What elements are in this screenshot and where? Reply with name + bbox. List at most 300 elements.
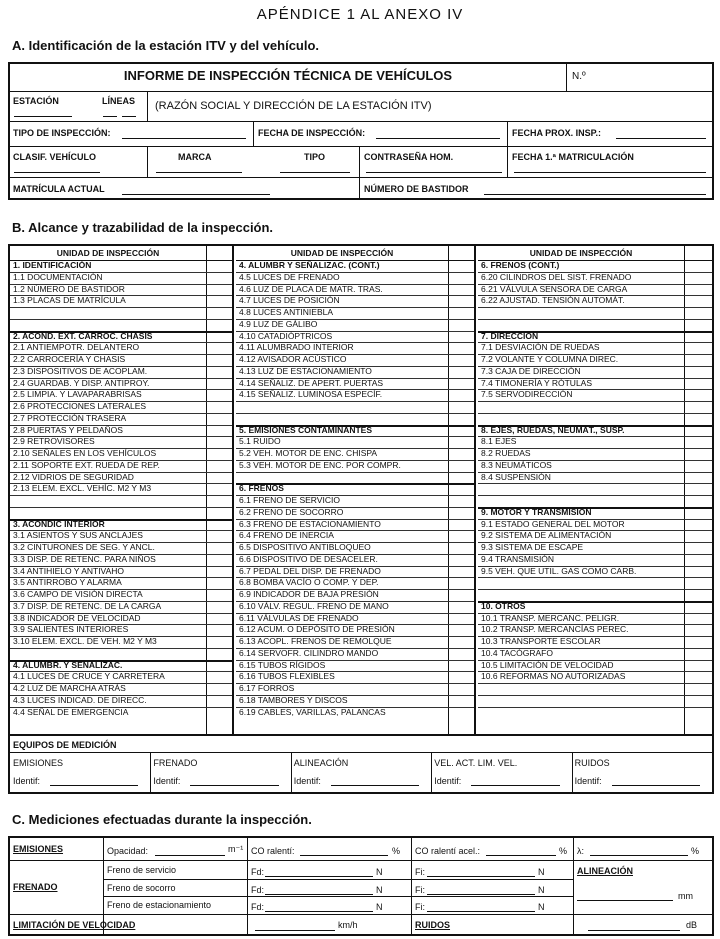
inspection-unit-item: 2.9 RETROVISORES	[13, 436, 95, 447]
result-cell[interactable]	[448, 425, 474, 437]
type-label: TIPO	[304, 152, 326, 162]
lambda-field[interactable]	[590, 855, 688, 856]
result-cell[interactable]	[206, 378, 232, 390]
result-cell[interactable]	[448, 671, 474, 683]
divider	[247, 838, 248, 934]
divider	[359, 177, 360, 198]
equipment-identif-field[interactable]	[50, 785, 138, 786]
result-cell[interactable]	[448, 319, 474, 331]
result-cell[interactable]	[684, 389, 712, 401]
inspection-unit-item: 6.14 SERVOFR. CILINDRO MANDO	[239, 647, 379, 658]
inspection-unit-item: 3.3 DISP. DE RETENC. PARA NIÑOS	[13, 553, 156, 564]
inspection-unit-item: 5.1 RUIDO	[239, 436, 281, 447]
speed-limit-unit: km/h	[338, 920, 358, 930]
result-cell[interactable]	[448, 613, 474, 625]
result-cell[interactable]	[448, 413, 474, 425]
co-accel-label: CO ralentí acel.:	[415, 846, 481, 856]
unit-group-heading: 1. IDENTIFICACIÓN	[13, 260, 92, 270]
divider	[10, 495, 232, 496]
speed-limit-label: LIMITACIÓN DE VELOCIDAD	[13, 920, 136, 930]
divider	[147, 91, 148, 121]
result-cell[interactable]	[684, 671, 712, 683]
result-cell[interactable]	[206, 331, 232, 343]
result-cell[interactable]	[448, 295, 474, 307]
result-cell[interactable]	[448, 542, 474, 554]
first-registration-label: FECHA 1.ª MATRICULACIÓN	[512, 152, 634, 162]
inspection-unit-item: 6.22 AJUSTAD. TENSIÓN AUTOMÁT.	[481, 295, 625, 306]
result-cell[interactable]	[684, 284, 712, 296]
result-cell[interactable]	[684, 566, 712, 578]
inspection-unit-item: 1.3 PLACAS DE MATRÍCULA	[13, 295, 126, 306]
service-fd-field[interactable]	[265, 876, 373, 877]
result-cell[interactable]	[448, 507, 474, 519]
result-cell[interactable]	[206, 554, 232, 566]
divider	[478, 695, 712, 696]
result-cell[interactable]	[684, 331, 712, 343]
inspection-unit-item: 2.2 CARROCERÍA Y CHASIS	[13, 354, 126, 364]
divider	[236, 413, 474, 414]
result-cell[interactable]	[684, 295, 712, 307]
divider	[150, 752, 151, 792]
result-cell[interactable]	[448, 272, 474, 284]
inspection-unit-item: 4.3 LUCES INDICAD. DE DIRECC.	[13, 694, 147, 705]
service-fi-field[interactable]	[427, 876, 535, 877]
result-cell[interactable]	[448, 260, 474, 272]
divider	[478, 589, 712, 590]
divider	[478, 483, 712, 484]
inspection-type-field[interactable]	[122, 138, 246, 139]
result-cell[interactable]	[448, 554, 474, 566]
divider	[572, 752, 573, 792]
inspection-unit-item: 2.6 PROTECCIONES LATERALES	[13, 401, 147, 411]
inspection-unit-item: 3.5 ANTIRROBO Y ALARMA	[13, 577, 122, 588]
parking-fd-unit: N	[376, 902, 383, 912]
parking-fi-unit: N	[538, 902, 545, 912]
result-cell[interactable]	[684, 624, 712, 636]
divider	[507, 146, 508, 177]
inspection-unit-item: 6.18 TAMBORES Y DISCOS	[239, 694, 348, 705]
inspection-unit-item: 6.8 BOMBA VACÍO O COMP. Y DEP.	[239, 577, 379, 588]
result-cell[interactable]	[684, 366, 712, 378]
result-cell[interactable]	[684, 272, 712, 284]
section-a-heading: A. Identificación de la estación ITV y del vehículo.	[12, 38, 320, 53]
result-cell[interactable]	[206, 648, 232, 660]
opacity-label: Opacidad:	[107, 846, 149, 856]
column-header: UNIDAD DE INSPECCIÓN	[290, 248, 394, 258]
result-cell[interactable]	[684, 636, 712, 648]
divider	[10, 307, 232, 308]
plate-field[interactable]	[122, 194, 270, 195]
inspection-unit-item: 4.2 LUZ DE MARCHA ATRÁS	[13, 683, 126, 693]
result-cell[interactable]	[448, 624, 474, 636]
result-cell[interactable]	[448, 648, 474, 660]
result-cell[interactable]	[684, 413, 712, 425]
lambda-unit: %	[691, 846, 700, 856]
brand-field[interactable]	[156, 172, 242, 173]
vin-label: NÚMERO DE BASTIDOR	[364, 184, 469, 194]
divider	[10, 734, 712, 736]
result-cell[interactable]	[206, 613, 232, 625]
equipment-name: FRENADO	[153, 758, 198, 768]
inspection-unit-item: 1.2 NÚMERO DE BASTIDOR	[13, 283, 125, 294]
unit-group-heading: 6. FRENOS (CONT.)	[481, 260, 560, 270]
inspection-unit-item: 6.20 CILINDROS DEL SIST. FRENADO	[481, 271, 632, 282]
result-cell[interactable]	[448, 636, 474, 648]
inspection-unit-item: 4.8 LUCES ANTINIEBLA	[239, 307, 334, 317]
inspection-unit-item: 8.2 RUEDAS	[481, 448, 531, 458]
divider	[359, 146, 360, 177]
result-cell[interactable]	[448, 519, 474, 531]
result-cell[interactable]	[684, 495, 712, 507]
noise-label: RUIDOS	[415, 920, 451, 930]
alignment-field[interactable]	[577, 900, 673, 901]
next-inspection-label: FECHA PROX. INSP.:	[512, 128, 602, 138]
inspection-unit-item: 8.1 EJES	[481, 436, 517, 447]
result-cell[interactable]	[206, 636, 232, 648]
result-cell[interactable]	[206, 460, 232, 472]
column-header: UNIDAD DE INSPECCIÓN	[56, 248, 160, 258]
result-cell[interactable]	[448, 284, 474, 296]
inspection-unit-item: 2.5 LIMPIA. Y LAVAPARABRISAS	[13, 389, 142, 400]
result-cell[interactable]	[448, 695, 474, 707]
equipment-title: EQUIPOS DE MEDICIÓN	[13, 740, 117, 750]
line-field-2[interactable]	[122, 116, 136, 117]
type-field[interactable]	[280, 172, 350, 173]
result-cell[interactable]	[684, 460, 712, 472]
result-cell[interactable]	[448, 589, 474, 601]
inspection-unit-item: 7.1 DESVIACIÓN DE RUEDAS	[481, 342, 600, 353]
identification-box	[8, 62, 714, 200]
result-cell[interactable]	[448, 366, 474, 378]
inspection-unit-item: 4.11 ALUMBRADO INTERIOR	[239, 342, 354, 353]
result-cell[interactable]	[448, 331, 474, 343]
opacity-field[interactable]	[155, 855, 225, 856]
inspection-unit-item: 2.1 ANTIEMPOTR. DELANTERO	[13, 342, 140, 353]
result-cell[interactable]	[206, 519, 232, 531]
section-b-heading: B. Alcance y trazabilidad de la inspección.	[12, 220, 274, 235]
equipment-name: VEL. ACT. LIM. VEL.	[434, 758, 518, 768]
divider	[478, 495, 712, 496]
station-field[interactable]	[14, 116, 72, 117]
result-cell[interactable]	[448, 401, 474, 413]
result-cell[interactable]	[206, 530, 232, 542]
emergency-fd-label: Fd:	[251, 885, 265, 895]
vehicle-class-label: CLASIF. VEHÍCULO	[13, 152, 97, 162]
divider	[10, 146, 712, 147]
inspection-date-field[interactable]	[376, 138, 500, 139]
inspection-unit-item: 3.7 DISP. DE RETENC. DE LA CARGA	[13, 600, 162, 611]
result-cell[interactable]	[206, 425, 232, 437]
result-cell[interactable]	[448, 495, 474, 507]
result-cell[interactable]	[684, 577, 712, 589]
result-cell[interactable]	[206, 354, 232, 366]
service-fd-label: Fd:	[251, 867, 265, 877]
result-cell[interactable]	[206, 566, 232, 578]
result-cell[interactable]	[448, 354, 474, 366]
inspection-unit-item: 3.6 CAMPO DE VISIÓN DIRECTA	[13, 589, 143, 599]
divider	[474, 246, 476, 734]
lambda-label: λ:	[577, 846, 585, 856]
noise-field[interactable]	[588, 930, 680, 931]
divider	[10, 914, 712, 915]
co-idle-field[interactable]	[300, 855, 388, 856]
result-cell[interactable]	[448, 436, 474, 448]
unit-group-heading: 4. ALUMBR. Y SEÑALIZAC.	[13, 659, 123, 670]
divider	[236, 472, 474, 473]
result-cell[interactable]	[206, 707, 232, 719]
divider	[478, 307, 712, 308]
result-cell[interactable]	[206, 495, 232, 507]
service-fi-unit: N	[538, 867, 545, 877]
inspection-unit-item: 2.10 SEÑALES EN LOS VEHÍCULOS	[13, 448, 157, 458]
inspection-unit-item: 2.12 VIDRIOS DE SEGURIDAD	[13, 471, 134, 482]
equipment-identif-field[interactable]	[612, 785, 700, 786]
divider	[478, 413, 712, 414]
result-cell[interactable]	[684, 354, 712, 366]
inspection-unit-item: 6.17 FORROS	[239, 683, 295, 693]
result-cell[interactable]	[448, 460, 474, 472]
divider	[478, 707, 712, 708]
plate-label: MATRÍCULA ACTUAL	[13, 184, 105, 194]
divider	[10, 319, 232, 320]
divider	[431, 752, 432, 792]
inspection-date-label: FECHA DE INSPECCIÓN:	[258, 128, 366, 138]
unit-group-heading: 10. OTROS	[481, 600, 526, 611]
inspection-unit-item: 4.6 LUZ DE PLACA DE MATR. TRAS.	[239, 283, 383, 294]
equipment-identif-label: Identif:	[293, 776, 321, 786]
inspection-unit-item: 5.2 VEH. MOTOR DE ENC. CHISPA	[239, 448, 378, 458]
inspection-unit-item: 4.7 LUCES DE POSICIÓN	[239, 295, 340, 306]
inspection-unit-item: 9.4 TRANSMISIÓN	[481, 553, 555, 564]
result-cell[interactable]	[206, 401, 232, 413]
result-cell[interactable]	[684, 401, 712, 413]
result-cell[interactable]	[684, 436, 712, 448]
divider	[507, 121, 508, 146]
inspection-unit-item: 6.13 ACOPL. FRENOS DE REMOLQUE	[239, 636, 392, 646]
equipment-name: EMISIONES	[13, 758, 64, 768]
result-cell[interactable]	[448, 389, 474, 401]
divider	[10, 507, 232, 508]
parking-fd-field[interactable]	[265, 911, 373, 912]
inspection-unit-item: 10.1 TRANSP. MERCANC. PELIGR.	[481, 612, 620, 623]
inspection-unit-item: 2.7 PROTECCIÓN TRASERA	[13, 412, 127, 423]
divider	[253, 121, 254, 146]
inspection-unit-item: 4.9 LUZ DE GÁLIBO	[239, 318, 318, 329]
service-fi-label: Fi:	[415, 867, 425, 877]
service-fd-unit: N	[376, 867, 383, 877]
result-cell[interactable]	[206, 671, 232, 683]
inspection-unit-item: 6.21 VÁLVULA SENSORA DE CARGA	[481, 283, 628, 294]
result-cell[interactable]	[448, 660, 474, 672]
result-cell[interactable]	[206, 284, 232, 296]
inspection-unit-item: 6.4 FRENO DE INERCIA	[239, 530, 334, 541]
inspection-unit-item: 5.3 VEH. MOTOR DE ENC. POR COMPR.	[239, 459, 401, 470]
result-cell[interactable]	[684, 554, 712, 566]
result-cell[interactable]	[448, 307, 474, 319]
report-number-label: N.º	[572, 71, 586, 82]
result-cell[interactable]	[206, 307, 232, 319]
inspection-unit-item: 2.4 GUARDAB. Y DISP. ANTIPROY.	[13, 377, 150, 388]
inspection-unit-item: 2.11 SOPORTE EXT. RUEDA DE REP.	[13, 459, 160, 470]
inspection-unit-item: 8.4 SUSPENSIÓN	[481, 471, 551, 482]
inspection-unit-item: 10.4 TACÓGRAFO	[481, 647, 553, 658]
result-cell[interactable]	[206, 601, 232, 613]
vehicle-class-field[interactable]	[14, 172, 100, 173]
result-cell[interactable]	[448, 378, 474, 390]
inspection-unit-item: 9.1 ESTADO GENERAL DEL MOTOR	[481, 518, 625, 529]
result-cell[interactable]	[684, 648, 712, 660]
inspection-unit-item: 4.12 AVISADOR ACÚSTICO	[239, 354, 347, 364]
inspection-unit-item: 3.9 SALIENTES INTERIORES	[13, 624, 129, 635]
unit-group-heading: 7. DIRECCIÓN	[481, 330, 539, 341]
result-cell[interactable]	[448, 472, 474, 484]
result-cell[interactable]	[448, 483, 474, 495]
result-cell[interactable]	[448, 577, 474, 589]
result-cell[interactable]	[206, 413, 232, 425]
parking-brake-label: Freno de estacionamiento	[107, 900, 212, 910]
lines-label: LÍNEAS	[102, 96, 136, 106]
divider	[573, 838, 574, 934]
result-cell[interactable]	[206, 542, 232, 554]
inspection-unit-item: 8.3 NEUMÁTICOS	[481, 459, 552, 470]
result-cell[interactable]	[206, 448, 232, 460]
result-cell[interactable]	[684, 695, 712, 707]
equipment-identif-field[interactable]	[190, 785, 278, 786]
emissions-label: EMISIONES	[13, 844, 64, 854]
inspection-unit-item: 3.4 ANTIHIELO Y ANTIVAHO	[13, 565, 125, 576]
divider	[103, 879, 573, 880]
unit-group-heading: 8. EJES, RUEDAS, NEUMÁT., SUSP.	[481, 424, 625, 435]
page-title: APÉNDICE 1 AL ANEXO IV	[256, 6, 464, 23]
co-accel-field[interactable]	[486, 855, 556, 856]
inspection-unit-item: 7.2 VOLANTE Y COLUMNA DIREC.	[481, 354, 619, 364]
equipment-identif-label: Identif:	[13, 776, 41, 786]
result-cell[interactable]	[684, 472, 712, 484]
inspection-unit-item: 6.5 DISPOSITIVO ANTIBLOQUEO	[239, 542, 371, 552]
result-cell[interactable]	[448, 566, 474, 578]
homologation-field[interactable]	[366, 172, 502, 173]
line-field-1[interactable]	[103, 116, 117, 117]
result-cell[interactable]	[206, 660, 232, 672]
result-cell[interactable]	[684, 601, 712, 613]
first-registration-field[interactable]	[514, 172, 706, 173]
result-cell[interactable]	[206, 366, 232, 378]
unit-group-heading: 9. MOTOR Y TRANSMISIÓN	[481, 506, 592, 517]
result-cell[interactable]	[206, 389, 232, 401]
result-cell[interactable]	[684, 683, 712, 695]
inspection-unit-item: 3.10 ELEM. EXCL. DE VEH. M2 Y M3	[13, 636, 157, 646]
result-cell[interactable]	[206, 295, 232, 307]
inspection-unit-item: 4.4 SEÑAL DE EMERGENCIA	[13, 706, 129, 717]
divider	[103, 896, 573, 897]
parking-fi-label: Fi:	[415, 902, 425, 912]
divider	[566, 64, 567, 91]
next-inspection-field[interactable]	[616, 138, 706, 139]
alignment-unit: mm	[678, 891, 693, 901]
inspection-unit-item: 6.6 DISPOSITIVO DE DESACELER.	[239, 553, 378, 564]
inspection-unit-item: 6.12 ACUM. O DEPÓSITO DE PRESIÓN	[239, 624, 395, 635]
result-cell[interactable]	[206, 483, 232, 495]
result-cell[interactable]	[206, 436, 232, 448]
inspection-unit-item: 4.13 LUZ DE ESTACIONAMIENTO	[239, 365, 372, 376]
speed-limit-field[interactable]	[255, 930, 335, 931]
result-cell[interactable]	[684, 448, 712, 460]
inspection-unit-item: 10.6 REFORMAS NO AUTORIZADAS	[481, 671, 626, 682]
emergency-fi-unit: N	[538, 885, 545, 895]
equipment-identif-label: Identif:	[153, 776, 181, 786]
inspection-unit-item: 6.11 VÁLVULAS DE FRENADO	[239, 612, 359, 623]
result-cell[interactable]	[684, 425, 712, 437]
equipment-identif-label: Identif:	[574, 776, 602, 786]
report-title: INFORME DE INSPECCIÓN TÉCNICA DE VEHÍCULOS	[123, 68, 453, 83]
inspection-unit-item: 3.2 CINTURONES DE SEG. Y ANCL.	[13, 542, 155, 552]
divider	[291, 752, 292, 792]
result-cell[interactable]	[684, 707, 712, 719]
result-cell[interactable]	[684, 519, 712, 531]
emergency-fd-field[interactable]	[265, 894, 373, 895]
result-cell[interactable]	[684, 530, 712, 542]
inspection-unit-item: 6.1 FRENO DE SERVICIO	[239, 495, 340, 505]
result-cell[interactable]	[206, 577, 232, 589]
result-cell[interactable]	[684, 613, 712, 625]
result-cell[interactable]	[206, 683, 232, 695]
result-cell[interactable]	[684, 660, 712, 672]
parking-fi-field[interactable]	[427, 911, 535, 912]
unit-group-heading: 5. EMISIONES CONTAMINANTES	[239, 424, 373, 435]
result-cell[interactable]	[206, 589, 232, 601]
result-cell[interactable]	[684, 507, 712, 519]
result-cell[interactable]	[448, 530, 474, 542]
result-cell[interactable]	[448, 683, 474, 695]
divider	[478, 319, 712, 320]
result-cell[interactable]	[206, 695, 232, 707]
divider	[10, 752, 712, 753]
result-cell[interactable]	[448, 342, 474, 354]
inspection-unit-item: 6.7 PEDAL DEL DISP. DE FRENADO	[239, 565, 381, 576]
result-cell[interactable]	[684, 260, 712, 272]
result-cell[interactable]	[206, 272, 232, 284]
result-cell[interactable]	[448, 601, 474, 613]
result-cell[interactable]	[684, 319, 712, 331]
unit-group-heading: 2. ACOND. EXT. CARROC. CHASIS	[13, 330, 153, 341]
emergency-fi-field[interactable]	[427, 894, 535, 895]
co-idle-label: CO ralentí:	[251, 846, 295, 856]
result-cell[interactable]	[684, 342, 712, 354]
vin-field[interactable]	[484, 194, 706, 195]
inspection-unit-item: 3.1 ASIENTOS Y SUS ANCLAJES	[13, 530, 143, 541]
result-cell[interactable]	[684, 589, 712, 601]
divider	[10, 648, 232, 649]
result-cell[interactable]	[448, 448, 474, 460]
scope-box	[8, 244, 714, 794]
result-cell[interactable]	[448, 707, 474, 719]
result-cell[interactable]	[684, 307, 712, 319]
inspection-unit-item: 10.3 TRANSPORTE ESCOLAR	[481, 636, 601, 646]
result-cell[interactable]	[206, 319, 232, 331]
result-cell[interactable]	[684, 378, 712, 390]
result-cell[interactable]	[684, 483, 712, 495]
result-cell[interactable]	[206, 624, 232, 636]
equipment-identif-field[interactable]	[471, 785, 559, 786]
result-cell[interactable]	[206, 507, 232, 519]
inspection-unit-item: 6.16 TUBOS FLEXIBLES	[239, 671, 335, 682]
divider	[147, 146, 148, 177]
equipment-identif-field[interactable]	[331, 785, 419, 786]
result-cell[interactable]	[206, 260, 232, 272]
result-cell[interactable]	[684, 542, 712, 554]
result-cell[interactable]	[206, 472, 232, 484]
result-cell[interactable]	[206, 342, 232, 354]
